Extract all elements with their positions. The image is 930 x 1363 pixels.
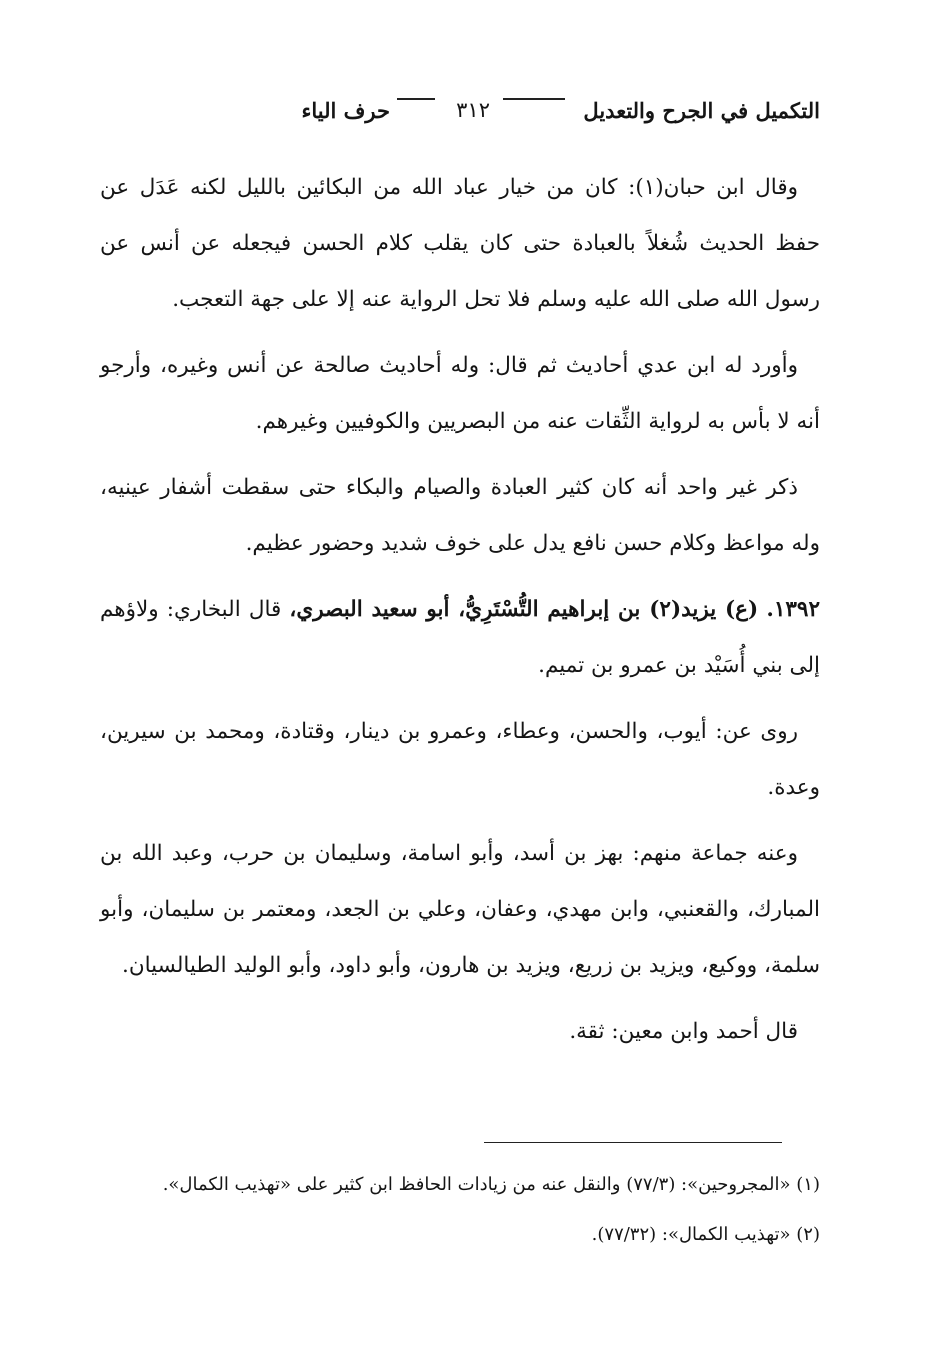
entry-heading: (ع) يزيد(٢) بن إبراهيم التُّسْتَرِيُّ، أبو سعيد البصري، [289,597,759,622]
paragraph: ذكر غير واحد أنه كان كثير العبادة والصيام والبكاء حتى سقطت أشفار عينيه، وله مواعظ وكلام حسن نافع يدل على خوف شديد وحضور عظيم. [100,475,820,556]
footnotes [100,1160,820,1260]
header-rule [503,98,565,100]
paragraph: وقال ابن حبان(١): كان من خيار عباد الله من البكائين بالليل لكنه عَدَل عن حفظ الحديث شُغلاً بالعبادة حتى كان يقلب كلام الحسن فيجعله عن أنس عن رسول الله صلى الله عليه وسلم فلا تحل الرواية عنه إلا على جهة التعجب. [100,175,820,312]
footnote-separator [484,1142,782,1143]
entry-number: ١٣٩٢. [766,597,821,622]
main-text [100,160,820,1070]
entry-text: قال البخاري: ولاؤهم إلى بني أُسَيْد بن عمرو بن تميم. [100,597,820,678]
paragraph: وأورد له ابن عدي أحاديث ثم قال: وله أحاديث صالحة عن أنس وغيره، وأرجو أنه لا بأس به لرواية الثِّقات عنه من البصريين والكوفيين وغيرهم. [100,353,820,434]
header-rule [397,98,435,100]
biography-entry [100,582,820,694]
paragraph: وعنه جماعة منهم: بهز بن أسد، وأبو اسامة، وسليمان بن حرب، وعبد الله بن المبارك، والقعنبي، وابن مهدي، وعفان، وعلي بن الجعد، ومعتمر بن سليمان، وأبو سلمة، ووكيع، ويزيد بن زريع، ويزيد بن هارون، وأبو داود، وأبو الوليد الطيالسيان. [100,841,820,978]
section-title: حرف الياء [301,98,390,123]
paragraph: قال أحمد وابن معين: ثقة. [569,1019,798,1044]
footnote: (١) «المجروحين»: (٧٧/٣) والنقل عنه من زيادات الحافظ ابن كثير على «تهذيب الكمال». [162,1174,820,1195]
page-number: ٣١٢ [456,98,490,122]
paragraph: روى عن: أيوب، والحسن، وعطاء، وعمرو بن دينار، وقتادة، ومحمد بن سيرين، وعدة. [100,719,820,800]
book-title: التكميل في الجرح والتعديل [583,98,820,123]
running-header [140,98,820,134]
footnote: (٢) «تهذيب الكمال»: (٧٧/٣٢). [591,1224,820,1245]
